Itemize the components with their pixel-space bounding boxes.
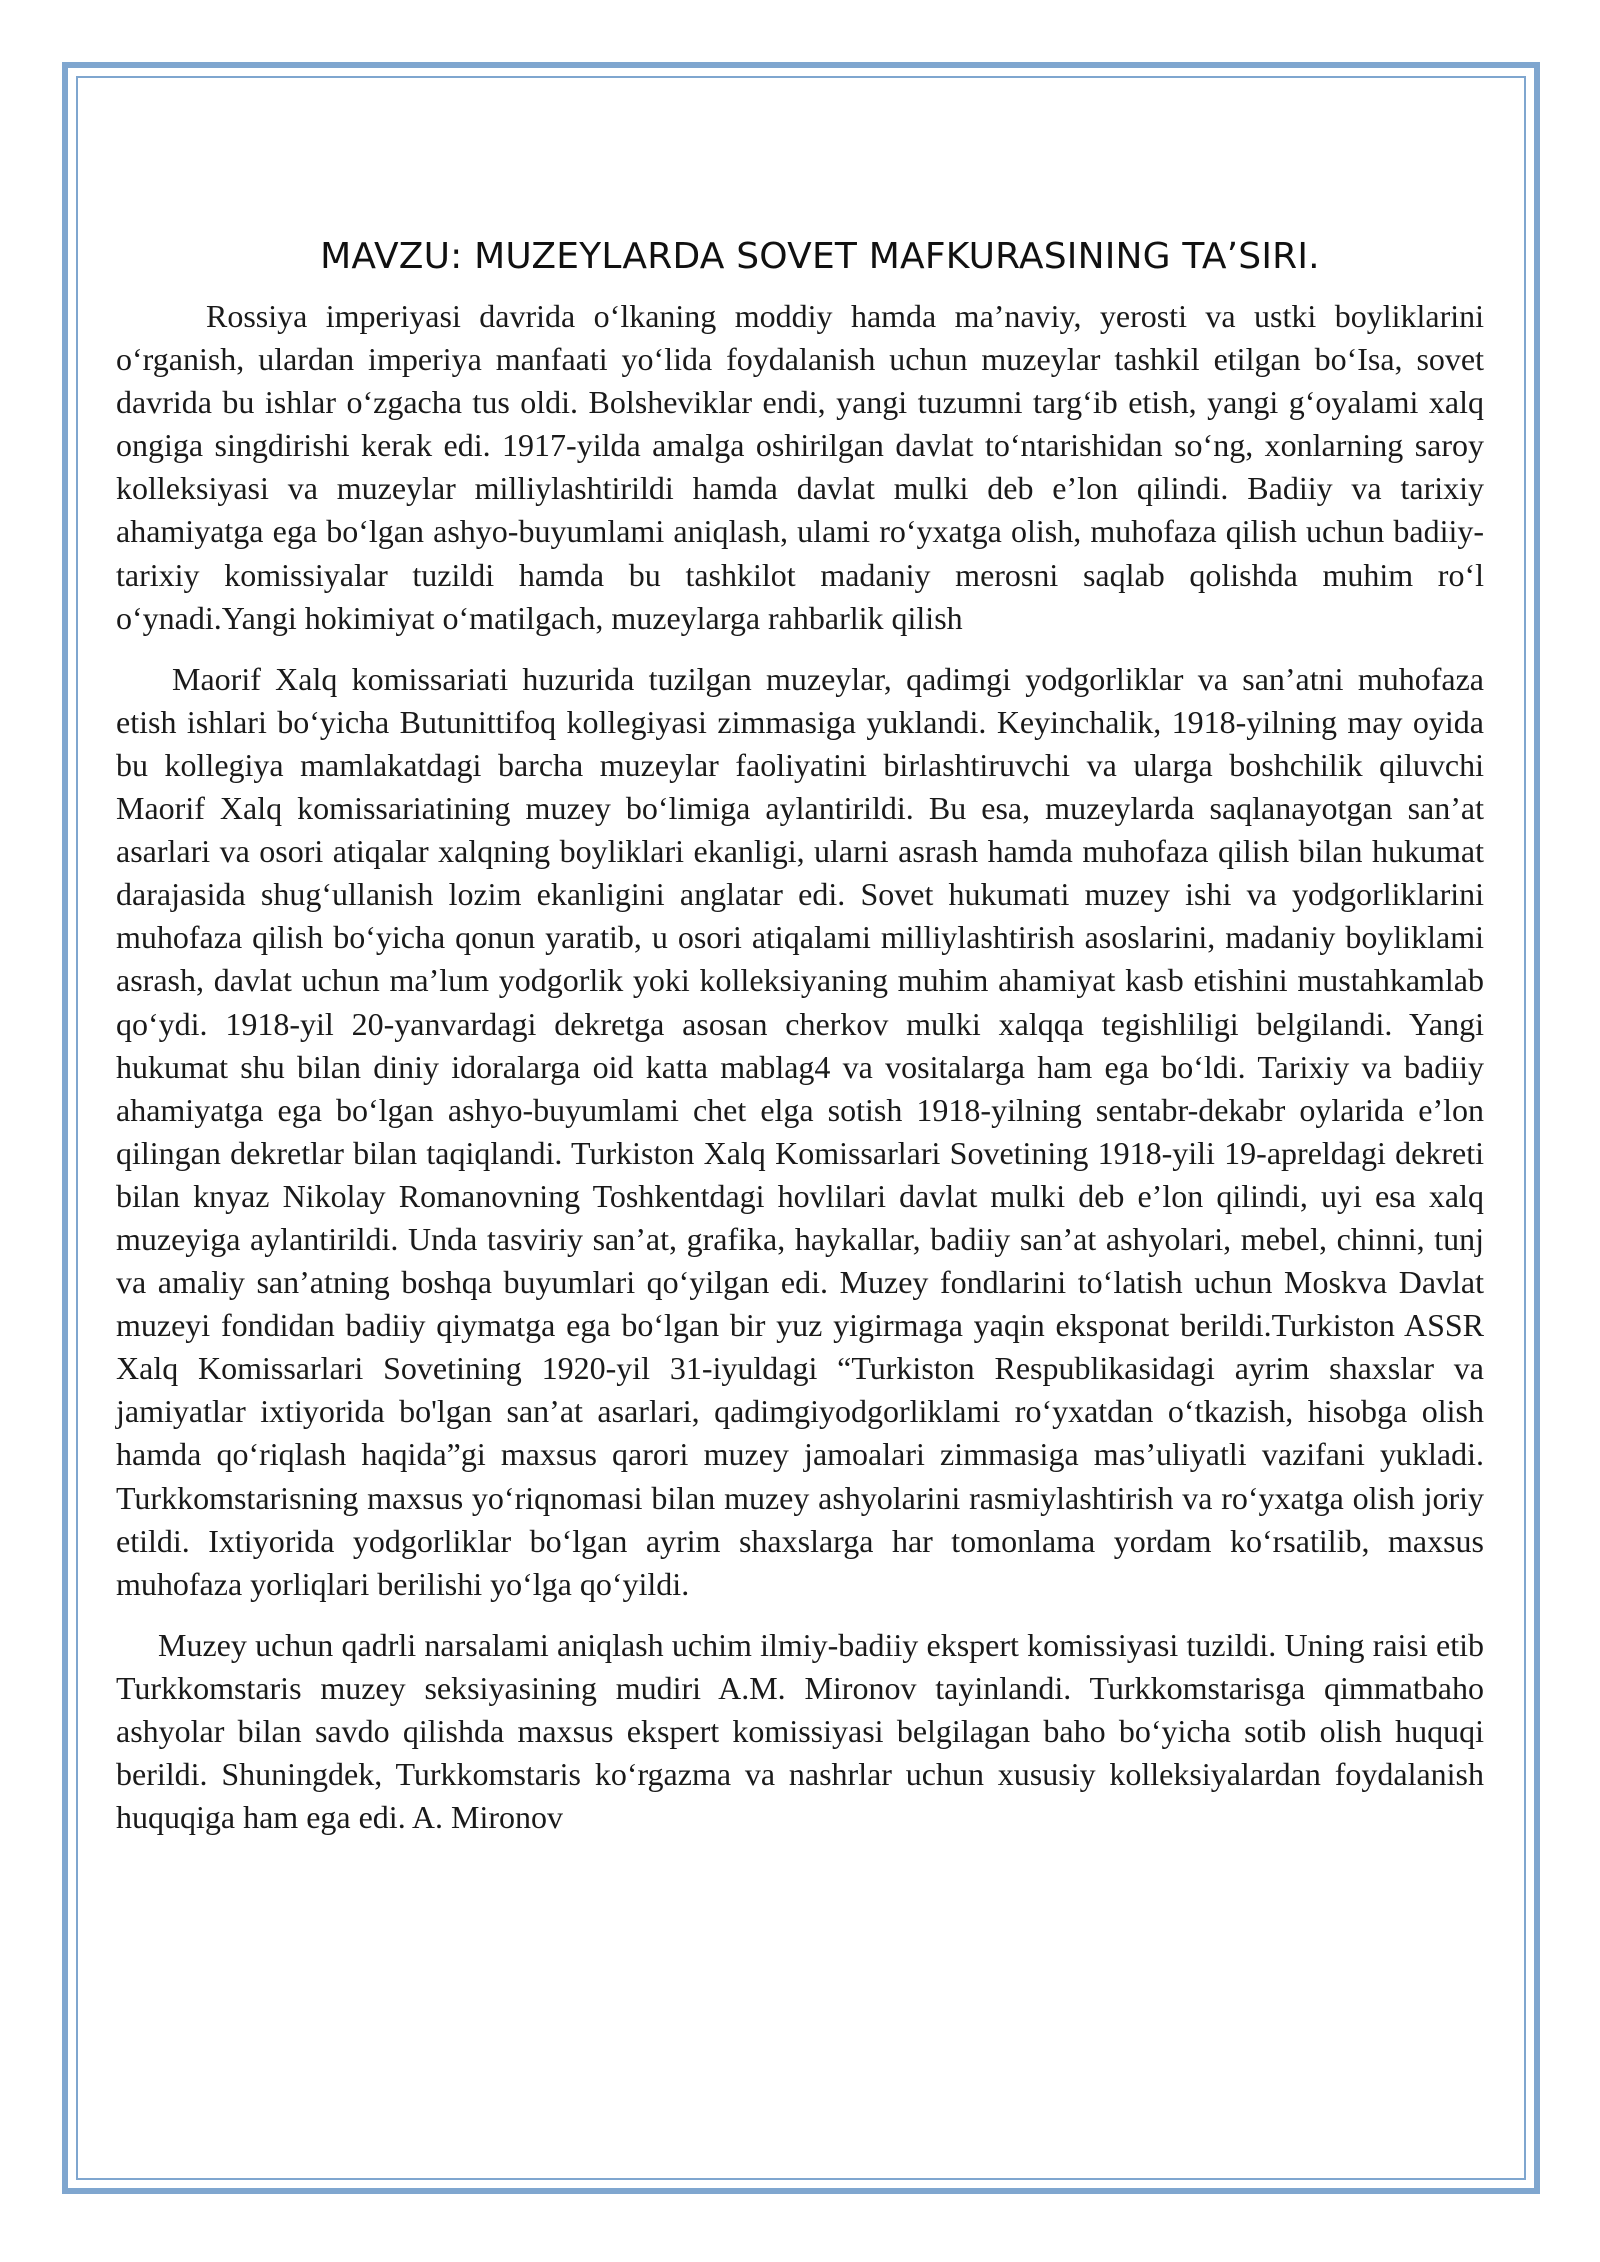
paragraph-1: Rossiya imperiyasi davrida o‘lkaning moddiy hamda ma’naviy, yerosti va ustki boyliklarini o‘rganish, ulardan imperiya manfaati yo‘lida foydalanish uchun muzeylar tashkil etilgan bo‘Isa, sovet davrida bu ishlar o‘zgacha tus oldi. Bolsheviklar endi, yangi tuzumni targ‘ib etish, yangi g‘oyalami xalq ongiga singdirishi kerak edi. 1917-yilda amalga oshirilgan davlat to‘ntarishidan so‘ng, xonlarning saroy kolleksiyasi va muzeylar milliylashtirildi hamda davlat mulki deb e’lon qilindi. Badiiy va tarixiy ahamiyatga ega bo‘lgan ashyo-buyumlami aniqlash, ulami ro‘yxatga olish, muhofaza qilish uchun badiiy-tarixiy komissiyalar tuzildi hamda bu tashkilot madaniy merosni saqlab qolishda muhim ro‘l o‘ynadi.Yangi hokimiyat o‘matilgach, muzeylarga rahbarlik qilish	[116, 298, 1484, 636]
paragraph-2: Maorif Xalq komissariati huzurida tuzilgan muzeylar, qadimgi yodgorliklar va san’atni muhofaza etish ishlari bo‘yicha Butunittifoq kollegiyasi zimmasiga yuklandi. Keyinchalik, 1918-yilning may oyida bu kollegiya mamlakatdagi barcha muzeylar faoliyatini birlashtiruvchi va ularga boshchilik qiluvchi Maorif Xalq komissariatining muzey bo‘limiga aylantirildi. Bu esa, muzeylarda saqlanayotgan san’at asarlari va osori atiqalar xalqning boyliklari ekanligi, ularni asrash hamda muhofaza qilish bilan hukumat darajasida shug‘ullanish lozim ekanligini anglatar edi. Sovet hukumati muzey ishi va yodgorliklarini muhofaza qilish bo‘yicha qonun yaratib, u osori atiqalami milliylashtirish asoslarini, madaniy boyliklami asrash, davlat uchun ma’lum yodgorlik yoki kolleksiyaning muhim ahamiyat kasb etishini mustahkamlab qo‘ydi. 1918-yil 20-yanvardagi dekretga asosan cherkov mulki xalqqa tegishliligi belgilandi. Yangi hukumat shu bilan diniy idoralarga oid katta mablag4 va vositalarga ham ega bo‘ldi. Tarixiy va badiiy ahamiyatga ega bo‘lgan ashyo-buyumlami chet elga sotish 1918-yilning sentabr-dekabr oylarida e’lon qilingan dekretlar bilan taqiqlandi. Turkiston Xalq Komissarlari Sovetining 1918-yili 19-apreldagi dekreti bilan knyaz Nikolay Romanovning Toshkentdagi hovlilari davlat mulki deb e’lon qilindi, uyi esa xalq muzeyiga aylantirildi. Unda tasviriy san’at, grafika, haykallar, badiiy san’at ashyolari, mebel, chinni, tunj va amaliy san’atning boshqa buyumlari qo‘yilgan edi. Muzey fondlarini to‘latish uchun Moskva Davlat muzeyi fondidan badiiy qiymatga ega bo‘lgan bir yuz yigirmaga yaqin eksponat berildi.Turkiston ASSR Xalq Komissarlari Sovetining 1920-yil 31-iyuldagi “Turkiston Respublikasidagi ayrim shaxslar va jamiyatlar ixtiyorida bo'lgan san’at asarlari, qadimgiyodgorliklami ro‘yxatdan o‘tkazish, hisobga olish hamda qo‘riqlash haqida”gi maxsus qarori muzey jamoalari zimmasiga mas’uliyatli vazifani yukladi. Turkkomstarisning maxsus yo‘riqnomasi bilan muzey ashyolarini rasmiylashtirish va ro‘yxatga olish joriy etildi. Ixtiyorida yodgorliklar bo‘lgan ayrim shaxslarga har tomonlama yordam ko‘rsatilib, maxsus muhofaza yorliqlari berilishi yo‘lga qo‘yildi.	[116, 660, 1484, 1602]
document-body	[116, 236, 1484, 1839]
document-title: MAVZU: MUZEYLARDA SOVET MAFKURASINING TA’SIRI.	[320, 236, 1320, 277]
paragraph-3: Muzey uchun qadrli narsalami aniqlash uchim ilmiy-badiiy ekspert komissiyasi tuzildi. Uning raisi etib Turkkomstaris muzey seksiyasining mudiri A.M. Mironov tayinlandi. Turkkomstarisga qimmatbaho ashyolar bilan savdo qilishda maxsus ekspert komissiyasi belgilagan baho bo‘yicha sotib olish huquqi berildi. Shuningdek, Turkkomstaris ko‘rgazma va nashrlar uchun xususiy kolleksiyalardan foydalanish huquqiga ham ega edi. A. Mironov	[116, 1626, 1484, 1836]
